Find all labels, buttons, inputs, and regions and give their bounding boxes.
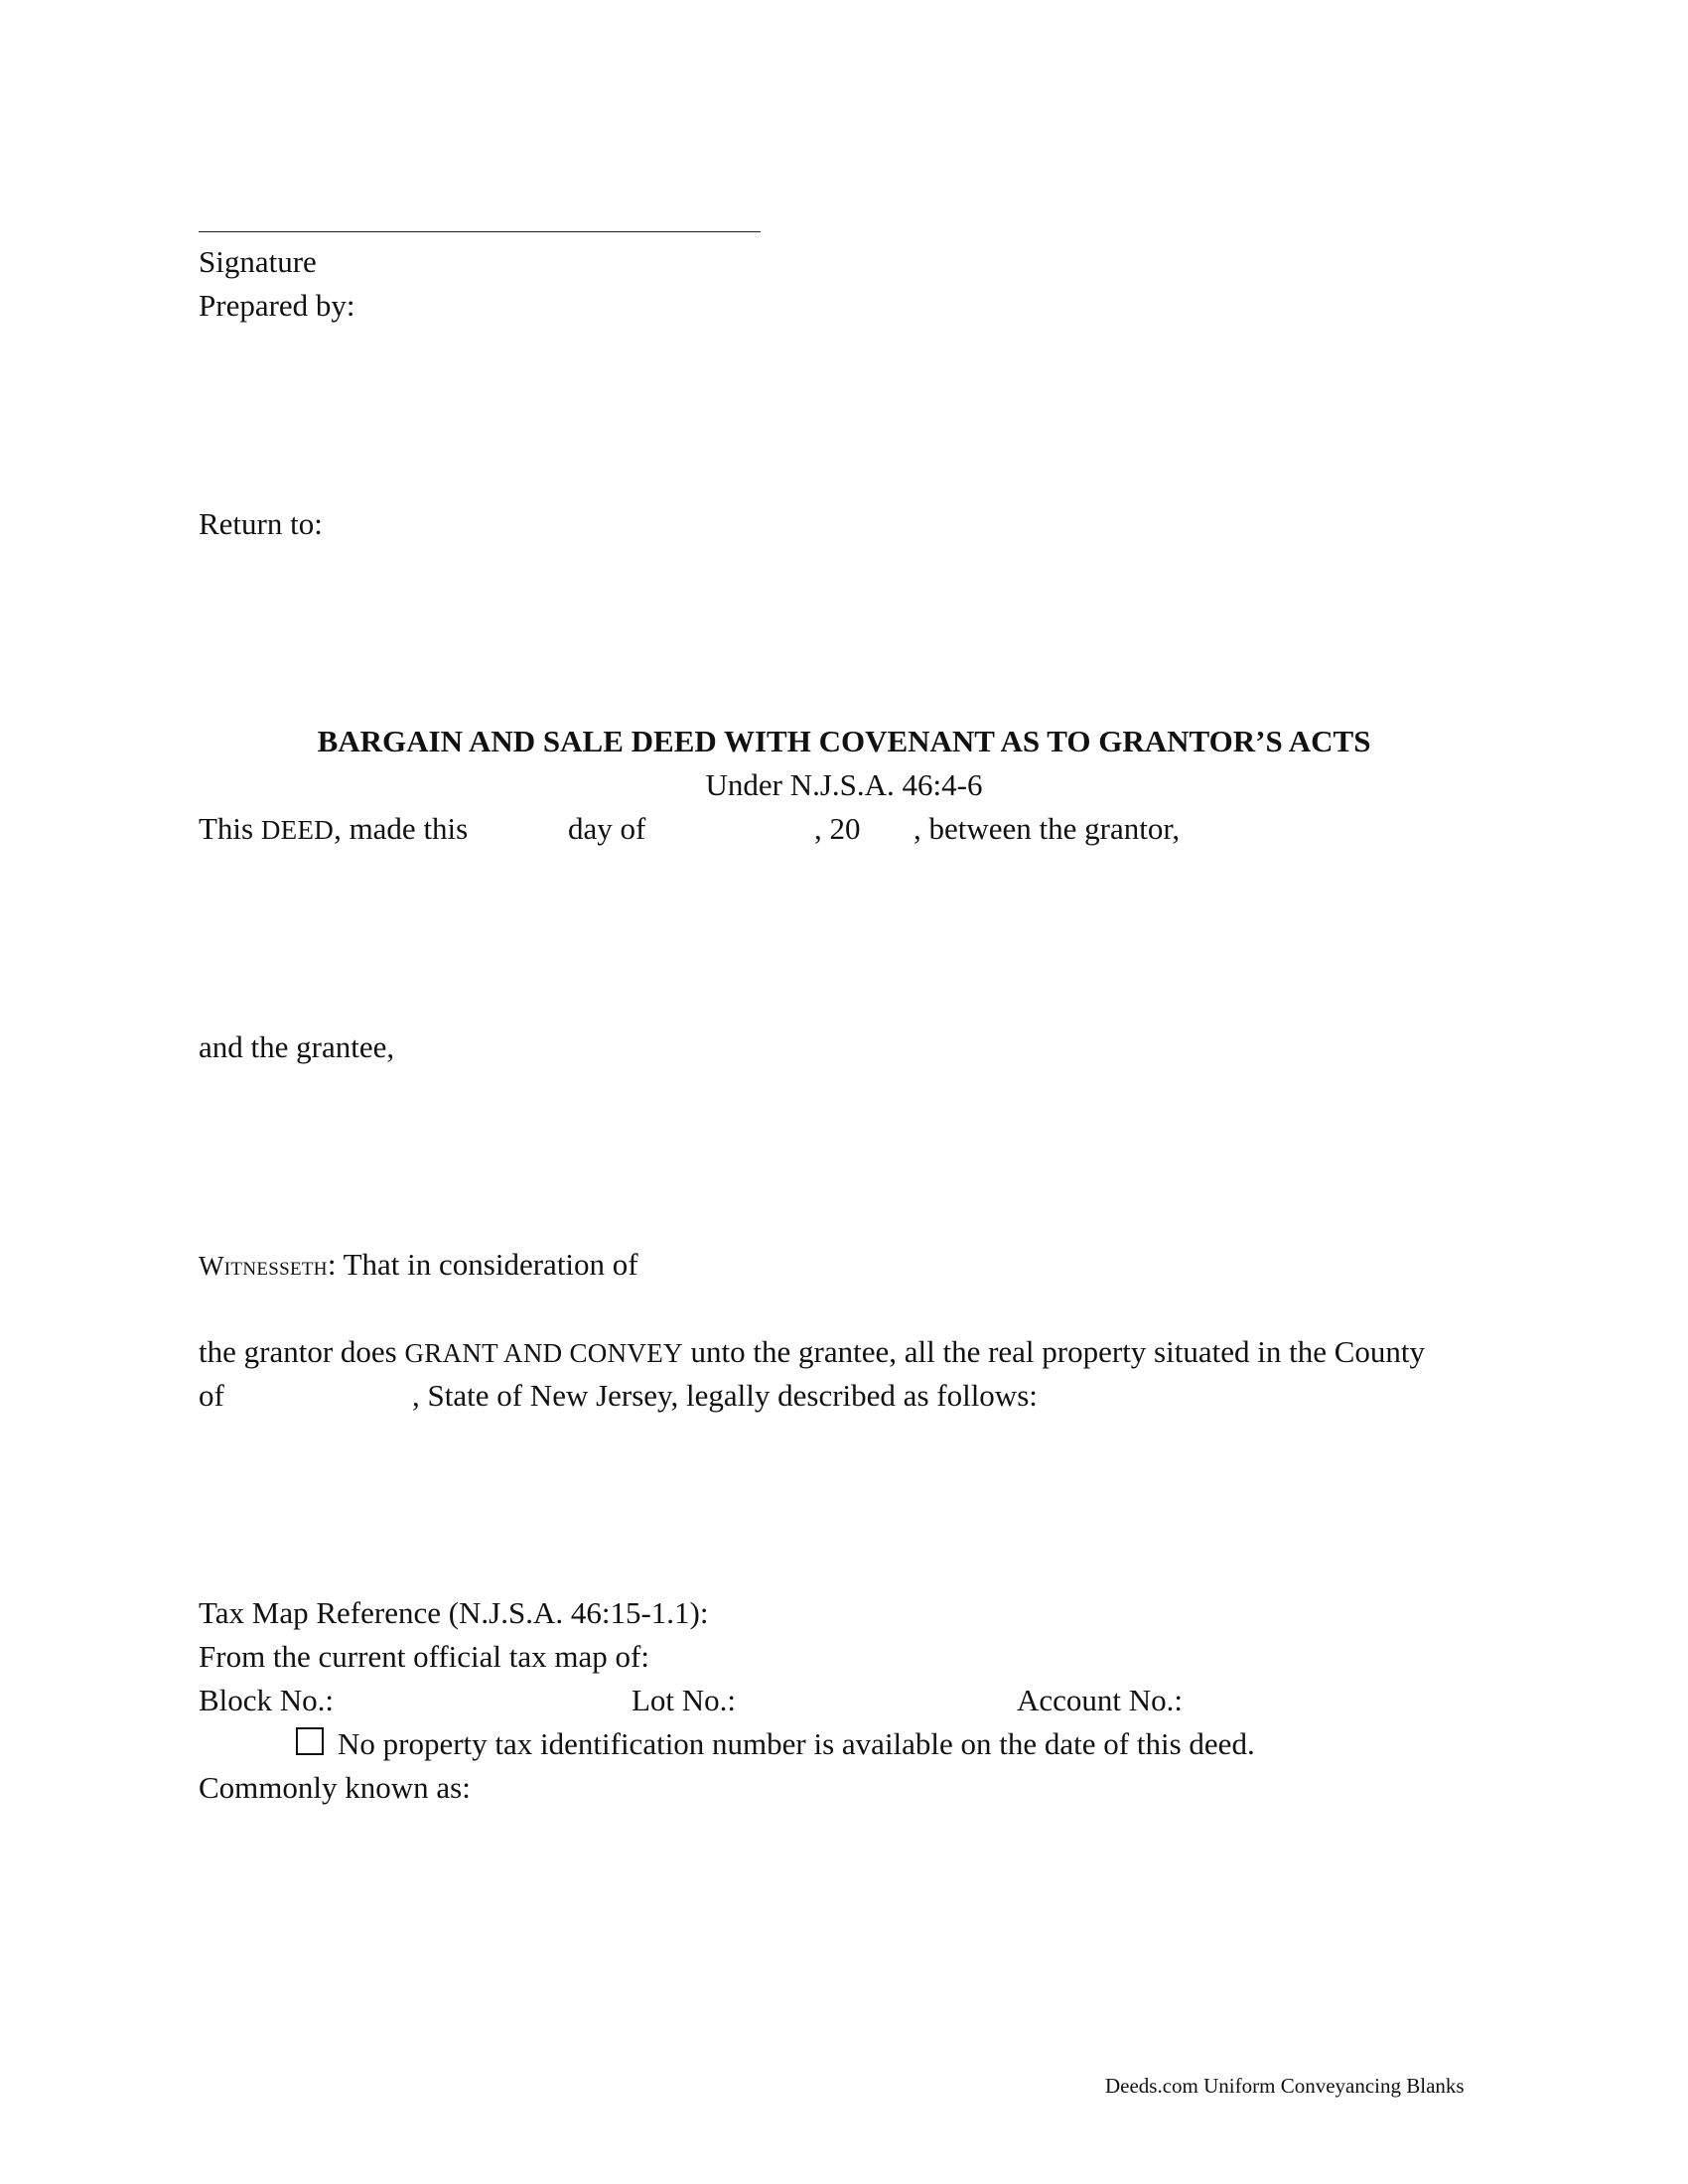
commonly-known-label: Commonly known as:: [199, 1770, 471, 1805]
account-label: Account No.:: [1017, 1683, 1184, 1717]
grantee-line: and the grantee,: [199, 1029, 395, 1064]
lot-label: Lot No.:: [632, 1683, 737, 1717]
deed-title: BARGAIN AND SALE DEED WITH COVENANT AS TO GRANTOR’S ACTS: [317, 724, 1371, 758]
return-to-label: Return to:: [199, 506, 323, 541]
tax-map-reference-label: Tax Map Reference (N.J.S.A. 46:15-1.1):: [199, 1595, 709, 1630]
prepared-by-label: Prepared by:: [199, 288, 355, 323]
tax-map-current-label: From the current official tax map of:: [199, 1639, 649, 1674]
deed-made-this-text: , made this: [334, 811, 469, 846]
deed-day-of-text: day of: [568, 811, 646, 846]
deed-statute: Under N.J.S.A. 46:4-6: [705, 767, 983, 802]
no-tax-id-text: No property tax identification number is available on the date of this deed.: [338, 1726, 1255, 1761]
deed-this-text: This: [199, 811, 261, 846]
footer-text: Deeds.com Uniform Conveyancing Blanks: [1105, 2074, 1465, 2098]
grant-line: [199, 1332, 1425, 1373]
signature-label: Signature: [199, 244, 317, 279]
deed-year-prefix-text: , 20: [814, 811, 861, 846]
witnesseth-line: [199, 1245, 638, 1286]
state-text: , State of New Jersey, legally described as follows:: [412, 1378, 1038, 1413]
deed-date-line: [199, 809, 468, 850]
deed-between-text: , between the grantor,: [914, 811, 1181, 846]
grant-start-text: the grantor does: [199, 1334, 405, 1369]
grant-convey-word: GRANT AND CONVEY: [404, 1338, 683, 1368]
grant-rest-text: unto the grantee, all the real property situated in the County: [682, 1334, 1426, 1369]
witnesseth-word: Witnesseth: [199, 1251, 328, 1281]
deed-word: DEED: [260, 815, 335, 845]
signature-line: [199, 231, 761, 232]
county-of-text: of: [199, 1378, 224, 1413]
no-tax-id-checkbox[interactable]: [296, 1727, 324, 1755]
block-label: Block No.:: [199, 1683, 335, 1717]
witnesseth-rest: : That in consideration of: [327, 1247, 638, 1282]
